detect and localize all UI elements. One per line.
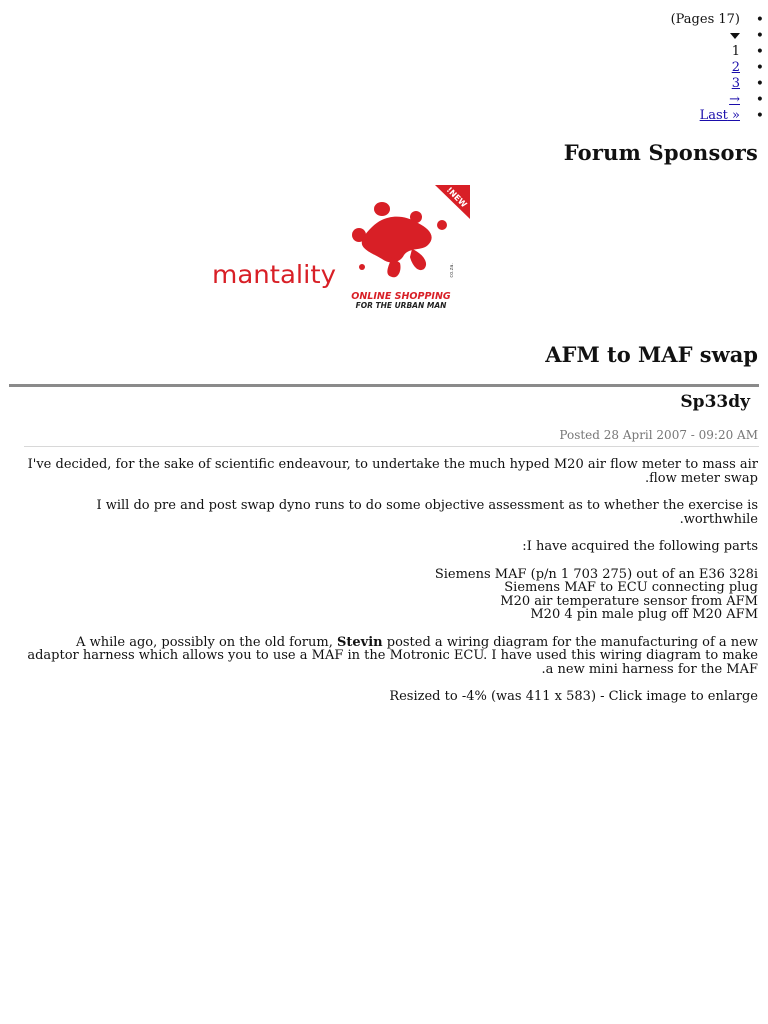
sponsor-ribbon-text: NEW!: [444, 185, 469, 210]
sponsor-tagline: [336, 292, 466, 310]
sponsor-tagline-line-2: FOR THE URBAN MAN: [355, 301, 447, 310]
post-body: [24, 458, 758, 718]
pagination-last[interactable]: [671, 108, 740, 124]
pagination-page-3[interactable]: [671, 76, 740, 92]
post-paragraph: I have acquired the following parts:: [522, 539, 758, 554]
pagination-jump-dropdown[interactable]: [671, 28, 740, 44]
post-paragraph: I will do pre and post swap dyno runs to do some objective assessment as to whether the exercise is worthwhile.: [96, 498, 758, 527]
pagination-last-link[interactable]: « Last: [699, 108, 740, 123]
image-resize-note[interactable]: Resized to -4% (was 411 x 583) - Click image to enlarge: [389, 689, 758, 704]
sponsor-brand-name: mantality: [212, 260, 337, 289]
forum-sponsors-heading: Forum Sponsors: [563, 140, 758, 165]
parts-list-item: Siemens MAF (p/n 1 703 275) out of an E36 328i: [434, 566, 758, 582]
post-text: posted a wiring diagram for the manufacturing of a new adaptor harness which allows you to use a MAF in the Motronic ECU. I have used this wiring diagram to make a new mini harness for the MAF.: [27, 634, 758, 677]
post-author[interactable]: Sp33dy: [680, 392, 750, 412]
post-divider: [24, 446, 759, 447]
pagination: [671, 12, 740, 124]
parts-list: [24, 568, 758, 622]
topic-divider: [9, 384, 759, 387]
parts-list-item: Siemens MAF to ECU connecting plug: [504, 580, 758, 595]
sponsor-domain: .co.za: [449, 263, 455, 278]
pagination-next-link[interactable]: →: [729, 92, 740, 107]
parts-list-item: M20 4 pin male plug off M20 AFM: [530, 607, 758, 622]
pagination-page-2-link[interactable]: 2: [731, 60, 740, 75]
sponsor-tagline-line-1: ONLINE SHOPPING: [351, 291, 451, 302]
post-paragraph: [24, 636, 758, 677]
parts-list-item: M20 air temperature sensor from AFM: [500, 593, 758, 609]
pagination-next[interactable]: [671, 92, 740, 108]
topic-title: AFM to MAF swap: [545, 342, 758, 367]
pagination-page-2[interactable]: [671, 60, 740, 76]
post-paragraph: I've decided, for the sake of scientific endeavour, to undertake the much hyped M20 air flow meter to mass air flow meter swap.: [27, 457, 758, 486]
pagination-page-3-link[interactable]: 3: [731, 76, 740, 91]
post-date: Posted 28 April 2007 - 09:20 AM: [559, 428, 758, 442]
mentioned-user: Stevin: [337, 634, 383, 650]
pagination-pages-label: (Pages 17) •: [671, 12, 740, 28]
pagination-current-page: 1 •: [671, 44, 740, 60]
chevron-down-icon[interactable]: [730, 33, 740, 39]
post-text: A while ago, possibly on the old forum,: [76, 634, 337, 650]
